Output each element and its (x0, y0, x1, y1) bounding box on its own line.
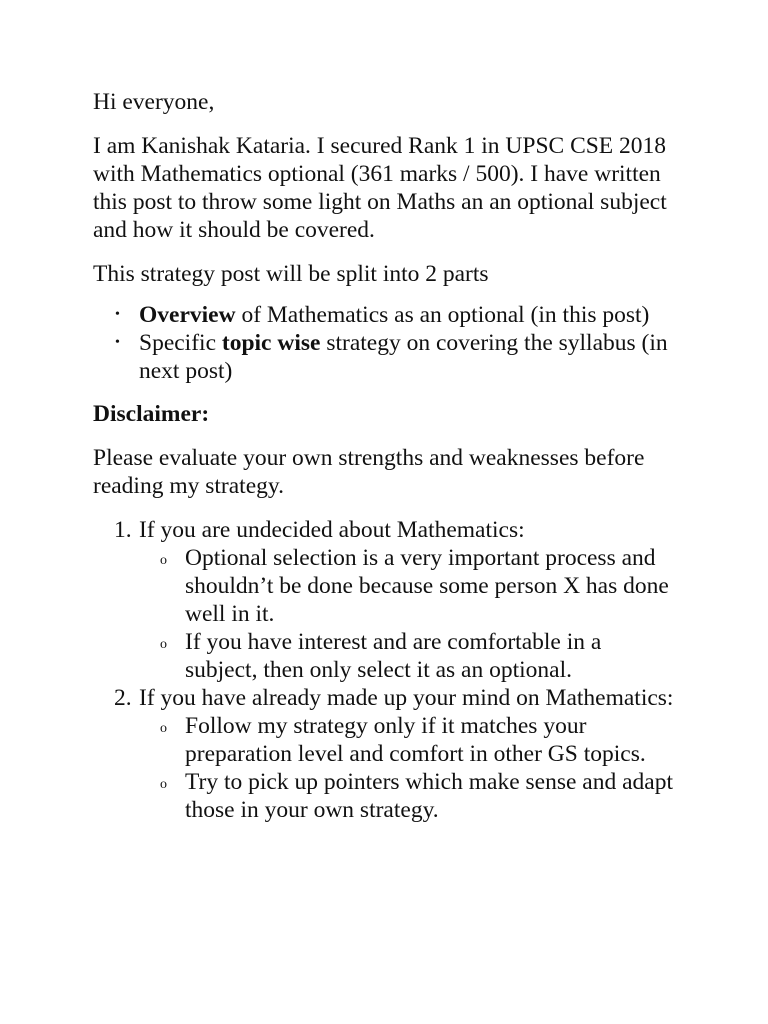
sub-item (139, 544, 678, 628)
sub-list (139, 544, 678, 684)
sub-item-text: Try to pick up pointers which make sense and adapt those in your own strategy. (185, 769, 673, 823)
steps-list (93, 516, 678, 824)
circle-bullet-icon: o (160, 721, 167, 736)
intro-paragraph: I am Kanishak Kataria. I secured Rank 1 in UPSC CSE 2018 with Mathematics optional (361 marks / 500). I have written this post to throw some light on Maths an an optional subject and how it should be covered. (93, 133, 667, 243)
part-after: strategy on covering the syllabus (in next post) (139, 330, 668, 384)
list-item (93, 329, 678, 385)
part-bold: topic wise (221, 330, 321, 356)
list-item (93, 301, 678, 329)
step-number: 2. (114, 685, 132, 711)
step-item (93, 684, 678, 824)
sub-item-text: Optional selection is a very important process and shouldn’t be done because some person X has done well in it. (185, 545, 669, 627)
sub-item-text: If you have interest and are comfortable in a subject, then only select it as an optional. (185, 629, 602, 683)
bullet-icon: • (115, 335, 120, 350)
part-bold: Overview (139, 302, 236, 328)
circle-bullet-icon: o (160, 777, 167, 792)
sub-item (139, 712, 678, 768)
circle-bullet-icon: o (160, 637, 167, 652)
sub-item-text: Follow my strategy only if it matches your preparation level and comfort in other GS topics. (185, 713, 646, 767)
sub-list (139, 712, 678, 824)
greeting: Hi everyone, (93, 89, 215, 115)
split-note: This strategy post will be split into 2 parts (93, 261, 489, 287)
bullet-icon: • (115, 307, 120, 322)
sub-item (139, 768, 678, 824)
step-text: If you have already made up your mind on Mathematics: (139, 685, 674, 711)
circle-bullet-icon: o (160, 553, 167, 568)
parts-list (93, 301, 678, 385)
disclaimer-text: Please evaluate your own strengths and weaknesses before reading my strategy. (93, 445, 645, 499)
step-number: 1. (114, 517, 132, 543)
sub-item (139, 628, 678, 684)
step-item (93, 516, 678, 684)
part-before: Specific (139, 330, 222, 356)
step-text: If you are undecided about Mathematics: (139, 517, 525, 543)
part-after: of Mathematics as an optional (in this post) (235, 302, 650, 328)
disclaimer-heading: Disclaimer: (93, 401, 210, 427)
